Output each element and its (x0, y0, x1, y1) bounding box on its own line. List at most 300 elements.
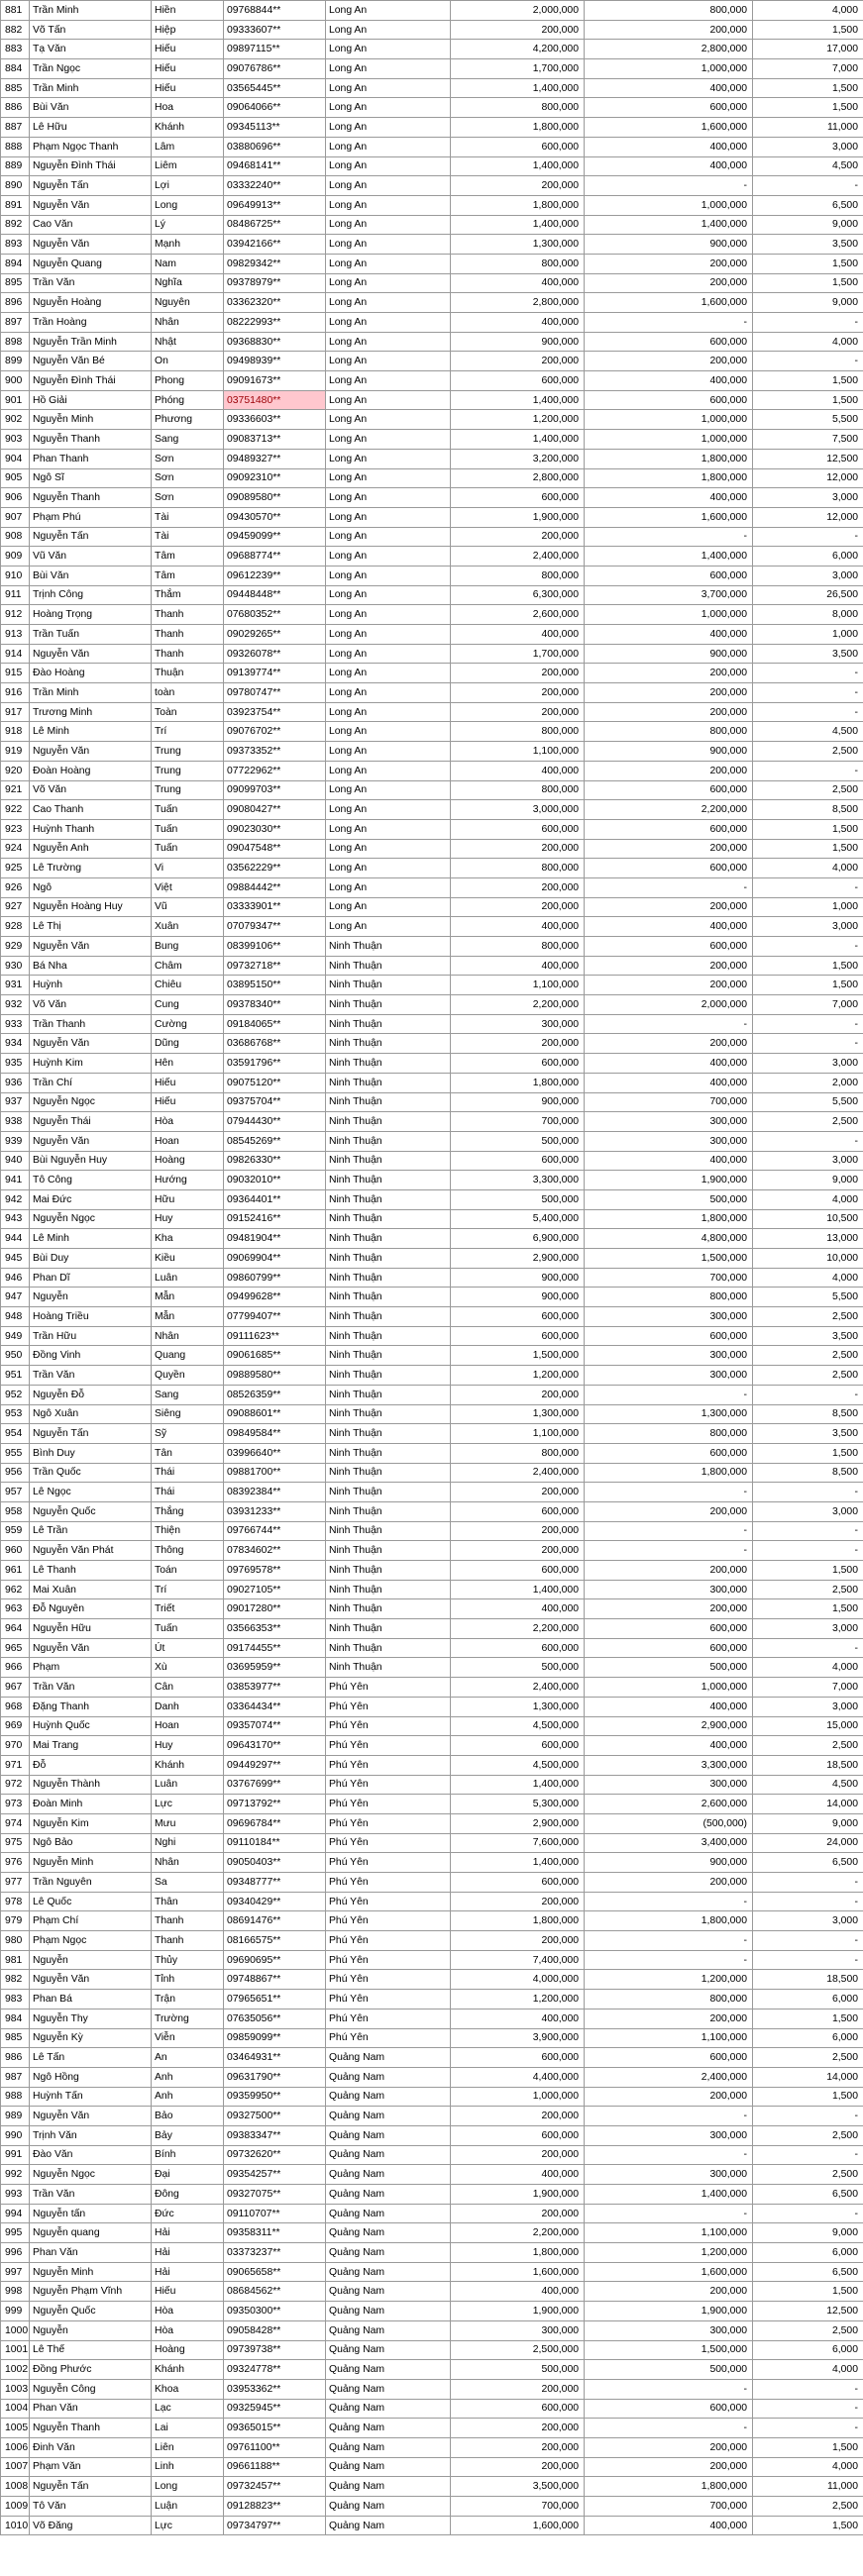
row-number-cell: 992 (1, 2165, 30, 2185)
row-number-cell: 955 (1, 1443, 30, 1463)
last-middle-name-cell: Trịnh Công (30, 585, 152, 605)
first-name-cell: Mạnh (152, 235, 224, 255)
phone-number-cell: 03767699** (224, 1775, 326, 1795)
row-number-cell: 931 (1, 976, 30, 995)
row-number-cell: 951 (1, 1366, 30, 1386)
phone-number-cell: 09152416** (224, 1209, 326, 1229)
phone-number-cell: 09612239** (224, 566, 326, 585)
amount-3-cell: 18,500 (753, 1970, 863, 1990)
amount-1-cell: 2,400,000 (451, 1678, 585, 1698)
amount-1-cell: 600,000 (451, 2399, 585, 2419)
first-name-cell: Kha (152, 1229, 224, 1249)
row-number-cell: 898 (1, 332, 30, 352)
amount-2-cell: 200,000 (585, 1501, 753, 1521)
amount-2-cell: 200,000 (585, 20, 753, 40)
phone-number-cell: 03853977** (224, 1678, 326, 1698)
province-cell: Ninh Thuận (326, 1561, 451, 1581)
phone-number-cell: 09110707** (224, 2204, 326, 2223)
phone-number-cell: 09354257** (224, 2165, 326, 2185)
province-cell: Long An (326, 59, 451, 79)
table-row (1, 2437, 863, 2457)
phone-number-cell: 09696784** (224, 1813, 326, 1833)
phone-number-cell: 09091673** (224, 371, 326, 391)
first-name-cell: Quyền (152, 1366, 224, 1386)
amount-2-cell: 1,600,000 (585, 118, 753, 138)
province-cell: Phú Yên (326, 1911, 451, 1931)
table-row (1, 2165, 863, 2185)
amount-1-cell: 600,000 (451, 819, 585, 839)
province-cell: Long An (326, 40, 451, 59)
first-name-cell: Luân (152, 1268, 224, 1288)
row-number-cell: 944 (1, 1229, 30, 1249)
first-name-cell: Hòa (152, 2320, 224, 2340)
amount-3-cell: 5,500 (753, 1092, 863, 1112)
row-number-cell: 929 (1, 937, 30, 957)
phone-number-cell: 09748867** (224, 1970, 326, 1990)
table-row (1, 2087, 863, 2107)
province-cell: Ninh Thuận (326, 1209, 451, 1229)
phone-number-cell: 09327075** (224, 2185, 326, 2205)
first-name-cell: Khánh (152, 118, 224, 138)
province-cell: Long An (326, 215, 451, 235)
table-row (1, 1288, 863, 1307)
amount-2-cell: 500,000 (585, 1189, 753, 1209)
last-middle-name-cell: Lê Trần (30, 1521, 152, 1541)
first-name-cell: Chiêu (152, 976, 224, 995)
amount-2-cell: 400,000 (585, 137, 753, 156)
table-row (1, 254, 863, 273)
row-number-cell: 973 (1, 1795, 30, 1814)
amount-2-cell: 500,000 (585, 2360, 753, 2380)
first-name-cell: Sỹ (152, 1424, 224, 1444)
row-number-cell: 927 (1, 897, 30, 917)
amount-2-cell: 1,600,000 (585, 293, 753, 313)
table-row (1, 410, 863, 430)
amount-3-cell: 1,500 (753, 2516, 863, 2535)
amount-3-cell: 3,000 (753, 566, 863, 585)
province-cell: Phú Yên (326, 1950, 451, 1970)
first-name-cell: Triết (152, 1599, 224, 1619)
amount-1-cell: 800,000 (451, 937, 585, 957)
table-row (1, 2223, 863, 2243)
phone-number-cell: 09780747** (224, 683, 326, 703)
amount-1-cell: 200,000 (451, 20, 585, 40)
amount-1-cell: 1,400,000 (451, 390, 585, 410)
row-number-cell: 941 (1, 1171, 30, 1190)
amount-3-cell: 26,500 (753, 585, 863, 605)
amount-1-cell: 3,000,000 (451, 800, 585, 820)
phone-number-cell: 09336603** (224, 410, 326, 430)
last-middle-name-cell: Phạm Phú (30, 507, 152, 527)
amount-2-cell: 900,000 (585, 235, 753, 255)
phone-number-cell: 09849584** (224, 1424, 326, 1444)
phone-number-cell: 09489327** (224, 449, 326, 468)
province-cell: Quảng Nam (326, 2437, 451, 2457)
amount-2-cell: 300,000 (585, 1131, 753, 1151)
amount-3-cell: 12,000 (753, 507, 863, 527)
amount-3-cell: - (753, 664, 863, 683)
first-name-cell: Viễn (152, 2028, 224, 2048)
province-cell: Long An (326, 78, 451, 98)
first-name-cell: Vi (152, 859, 224, 878)
first-name-cell: Thanh (152, 605, 224, 625)
last-middle-name-cell: Đồng Phước (30, 2360, 152, 2380)
last-middle-name-cell: Nguyễn Kỳ (30, 2028, 152, 2048)
amount-1-cell: 1,400,000 (451, 430, 585, 450)
table-row (1, 2379, 863, 2399)
amount-3-cell: 2,500 (753, 2165, 863, 2185)
amount-2-cell: 200,000 (585, 1873, 753, 1893)
phone-number-cell: 09357074** (224, 1716, 326, 1736)
amount-2-cell: 1,200,000 (585, 2243, 753, 2263)
amount-1-cell: 5,400,000 (451, 1209, 585, 1229)
phone-number-cell: 09184065** (224, 1014, 326, 1034)
table-row (1, 332, 863, 352)
amount-1-cell: 1,800,000 (451, 195, 585, 215)
table-row (1, 2282, 863, 2302)
row-number-cell: 913 (1, 625, 30, 645)
first-name-cell: Sơn (152, 468, 224, 488)
last-middle-name-cell: Tô Công (30, 1171, 152, 1190)
province-cell: Long An (326, 254, 451, 273)
row-number-cell: 958 (1, 1501, 30, 1521)
row-number-cell: 977 (1, 1873, 30, 1893)
amount-3-cell: 6,000 (753, 547, 863, 567)
amount-2-cell: 1,000,000 (585, 430, 753, 450)
row-number-cell: 924 (1, 839, 30, 859)
phone-number-cell: 09076702** (224, 722, 326, 742)
amount-1-cell: 200,000 (451, 1931, 585, 1951)
table-row (1, 1209, 863, 1229)
last-middle-name-cell: Lê Tấn (30, 2048, 152, 2068)
phone-number-cell: 09481904** (224, 1229, 326, 1249)
first-name-cell: Trung (152, 742, 224, 762)
amount-1-cell: 1,600,000 (451, 2262, 585, 2282)
first-name-cell: Linh (152, 2457, 224, 2477)
amount-3-cell: 1,000 (753, 897, 863, 917)
phone-number-cell: 09340429** (224, 1892, 326, 1911)
table-row (1, 644, 863, 664)
first-name-cell: Hoan (152, 1716, 224, 1736)
row-number-cell: 952 (1, 1385, 30, 1404)
province-cell: Ninh Thuận (326, 1307, 451, 1327)
province-cell: Quảng Nam (326, 2516, 451, 2535)
province-cell: Ninh Thuận (326, 1092, 451, 1112)
first-name-cell: Tuấn (152, 800, 224, 820)
amount-3-cell: 4,500 (753, 156, 863, 176)
last-middle-name-cell: Ngô Sĩ (30, 468, 152, 488)
amount-1-cell: 200,000 (451, 176, 585, 196)
amount-2-cell: 1,400,000 (585, 547, 753, 567)
amount-2-cell: 400,000 (585, 625, 753, 645)
phone-number-cell: 03695959** (224, 1658, 326, 1678)
first-name-cell: Hải (152, 2223, 224, 2243)
amount-1-cell: 1,400,000 (451, 78, 585, 98)
amount-3-cell: 11,000 (753, 118, 863, 138)
province-cell: Long An (326, 430, 451, 450)
province-cell: Ninh Thuận (326, 1268, 451, 1288)
phone-number-cell: 09373352** (224, 742, 326, 762)
amount-1-cell: 1,200,000 (451, 1366, 585, 1386)
province-cell: Ninh Thuận (326, 1385, 451, 1404)
amount-1-cell: 2,400,000 (451, 547, 585, 567)
row-number-cell: 940 (1, 1151, 30, 1171)
amount-3-cell: - (753, 1034, 863, 1054)
amount-1-cell: 500,000 (451, 1131, 585, 1151)
row-number-cell: 988 (1, 2087, 30, 2107)
table-row (1, 1775, 863, 1795)
phone-number-cell: 03373237** (224, 2243, 326, 2263)
phone-number-cell: 09174455** (224, 1638, 326, 1658)
amount-1-cell: 200,000 (451, 2204, 585, 2223)
amount-2-cell: 900,000 (585, 644, 753, 664)
row-number-cell: 923 (1, 819, 30, 839)
amount-2-cell: 1,800,000 (585, 2477, 753, 2497)
table-row (1, 352, 863, 371)
phone-number-cell: 09065658** (224, 2262, 326, 2282)
amount-3-cell: 1,500 (753, 390, 863, 410)
amount-1-cell: 1,300,000 (451, 1404, 585, 1424)
amount-2-cell: 4,800,000 (585, 1229, 753, 1249)
amount-3-cell: 6,000 (753, 2243, 863, 2263)
first-name-cell: Thanh (152, 644, 224, 664)
last-middle-name-cell: Huỳnh Quốc (30, 1716, 152, 1736)
first-name-cell: Xù (152, 1658, 224, 1678)
amount-2-cell: - (585, 1385, 753, 1404)
amount-3-cell: 8,500 (753, 1404, 863, 1424)
province-cell: Quảng Nam (326, 2223, 451, 2243)
table-row (1, 1619, 863, 1639)
table-row (1, 293, 863, 313)
row-number-cell: 921 (1, 780, 30, 800)
province-cell: Quảng Nam (326, 2145, 451, 2165)
table-row (1, 2145, 863, 2165)
amount-1-cell: 4,400,000 (451, 2067, 585, 2087)
last-middle-name-cell: Trần Văn (30, 1366, 152, 1386)
province-cell: Phú Yên (326, 1873, 451, 1893)
phone-number-cell: 09897115** (224, 40, 326, 59)
last-middle-name-cell: Trần Tuấn (30, 625, 152, 645)
province-cell: Ninh Thuận (326, 1404, 451, 1424)
province-cell: Long An (326, 664, 451, 683)
first-name-cell: Thông (152, 1541, 224, 1561)
first-name-cell: Trường (152, 2009, 224, 2028)
amount-1-cell: 400,000 (451, 761, 585, 780)
last-middle-name-cell: Hoàng Trọng (30, 605, 152, 625)
table-row (1, 1736, 863, 1756)
province-cell: Long An (326, 156, 451, 176)
row-number-cell: 882 (1, 20, 30, 40)
amount-1-cell: 1,700,000 (451, 644, 585, 664)
last-middle-name-cell: Nguyễn (30, 1950, 152, 1970)
province-cell: Ninh Thuận (326, 1366, 451, 1386)
row-number-cell: 954 (1, 1424, 30, 1444)
phone-number-cell: 07944430** (224, 1112, 326, 1132)
first-name-cell: Nhân (152, 1853, 224, 1873)
phone-number-cell: 09449297** (224, 1755, 326, 1775)
table-row (1, 215, 863, 235)
table-row (1, 1092, 863, 1112)
last-middle-name-cell: Cao Văn (30, 215, 152, 235)
table-row (1, 1229, 863, 1249)
amount-1-cell: 7,600,000 (451, 1833, 585, 1853)
amount-1-cell: 200,000 (451, 2145, 585, 2165)
table-row (1, 1580, 863, 1599)
last-middle-name-cell: Nguyễn tấn (30, 2204, 152, 2223)
first-name-cell: Hoan (152, 1131, 224, 1151)
table-row (1, 430, 863, 450)
amount-1-cell: 4,200,000 (451, 40, 585, 59)
phone-number-cell: 09325945** (224, 2399, 326, 2419)
province-cell: Phú Yên (326, 1736, 451, 1756)
province-cell: Ninh Thuận (326, 1599, 451, 1619)
row-number-cell: 997 (1, 2262, 30, 2282)
province-cell: Phú Yên (326, 1678, 451, 1698)
province-cell: Long An (326, 176, 451, 196)
amount-2-cell: 700,000 (585, 1268, 753, 1288)
province-cell: Phú Yên (326, 1716, 451, 1736)
table-row (1, 2516, 863, 2535)
amount-2-cell: 200,000 (585, 352, 753, 371)
first-name-cell: Long (152, 195, 224, 215)
amount-2-cell: - (585, 176, 753, 196)
row-number-cell: 981 (1, 1950, 30, 1970)
amount-1-cell: 1,500,000 (451, 1346, 585, 1366)
first-name-cell: Tân (152, 1443, 224, 1463)
amount-1-cell: 500,000 (451, 1189, 585, 1209)
table-row (1, 859, 863, 878)
amount-1-cell: 1,900,000 (451, 2185, 585, 2205)
row-number-cell: 920 (1, 761, 30, 780)
row-number-cell: 1006 (1, 2437, 30, 2457)
phone-number-cell: 09734797** (224, 2516, 326, 2535)
amount-1-cell: 600,000 (451, 137, 585, 156)
last-middle-name-cell: Phan Dĩ (30, 1268, 152, 1288)
phone-number-cell: 08392384** (224, 1483, 326, 1502)
first-name-cell: Tâm (152, 547, 224, 567)
amount-2-cell: 200,000 (585, 956, 753, 976)
province-cell: Long An (326, 371, 451, 391)
phone-number-cell: 09368830** (224, 332, 326, 352)
amount-3-cell: 3,000 (753, 1619, 863, 1639)
first-name-cell: Hiền (152, 1, 224, 21)
row-number-cell: 994 (1, 2204, 30, 2223)
amount-3-cell: 10,500 (753, 1209, 863, 1229)
row-number-cell: 987 (1, 2067, 30, 2087)
last-middle-name-cell: Nguyễn Trần Minh (30, 332, 152, 352)
table-row (1, 1034, 863, 1054)
amount-2-cell: 400,000 (585, 917, 753, 937)
amount-3-cell: 9,000 (753, 215, 863, 235)
amount-1-cell: 1,200,000 (451, 410, 585, 430)
table-row (1, 1970, 863, 1990)
table-row (1, 1131, 863, 1151)
phone-number-cell: 09358311** (224, 2223, 326, 2243)
row-number-cell: 908 (1, 527, 30, 547)
row-number-cell: 932 (1, 995, 30, 1015)
first-name-cell: Thái (152, 1463, 224, 1483)
first-name-cell: Sơn (152, 488, 224, 508)
row-number-cell: 946 (1, 1268, 30, 1288)
amount-3-cell: 4,000 (753, 2457, 863, 2477)
first-name-cell: Anh (152, 2087, 224, 2107)
first-name-cell: Phương (152, 410, 224, 430)
amount-1-cell: 2,800,000 (451, 293, 585, 313)
amount-2-cell: 500,000 (585, 1658, 753, 1678)
amount-3-cell: - (753, 702, 863, 722)
row-number-cell: 893 (1, 235, 30, 255)
row-number-cell: 937 (1, 1092, 30, 1112)
amount-3-cell: 1,500 (753, 2437, 863, 2457)
first-name-cell: Siêng (152, 1404, 224, 1424)
amount-2-cell: 200,000 (585, 702, 753, 722)
amount-2-cell: - (585, 1950, 753, 1970)
phone-number-cell: 09088601** (224, 1404, 326, 1424)
phone-number-cell: 09069904** (224, 1249, 326, 1269)
amount-3-cell: - (753, 2379, 863, 2399)
row-number-cell: 983 (1, 1990, 30, 2009)
amount-3-cell: - (753, 1541, 863, 1561)
amount-3-cell: 2,500 (753, 2497, 863, 2517)
amount-3-cell: - (753, 1131, 863, 1151)
province-cell: Long An (326, 839, 451, 859)
amount-1-cell: 200,000 (451, 702, 585, 722)
amount-2-cell: 800,000 (585, 1424, 753, 1444)
amount-1-cell: 1,100,000 (451, 976, 585, 995)
row-number-cell: 972 (1, 1775, 30, 1795)
amount-1-cell: 200,000 (451, 1892, 585, 1911)
province-cell: Ninh Thuận (326, 1483, 451, 1502)
province-cell: Phú Yên (326, 1853, 451, 1873)
amount-3-cell: 3,500 (753, 1326, 863, 1346)
province-cell: Long An (326, 410, 451, 430)
first-name-cell: Sơn (152, 449, 224, 468)
province-cell: Ninh Thuận (326, 1189, 451, 1209)
province-cell: Long An (326, 468, 451, 488)
amount-3-cell: - (753, 1385, 863, 1404)
row-number-cell: 956 (1, 1463, 30, 1483)
first-name-cell: Việt (152, 877, 224, 897)
row-number-cell: 1003 (1, 2379, 30, 2399)
first-name-cell: Trung (152, 780, 224, 800)
amount-1-cell: 1,100,000 (451, 1424, 585, 1444)
last-middle-name-cell: Mai Đức (30, 1189, 152, 1209)
table-row (1, 1697, 863, 1716)
province-cell: Long An (326, 800, 451, 820)
province-cell: Long An (326, 702, 451, 722)
province-cell: Quảng Nam (326, 2107, 451, 2126)
first-name-cell: Mẫn (152, 1307, 224, 1327)
phone-number-cell: 09061685** (224, 1346, 326, 1366)
table-row (1, 897, 863, 917)
province-cell: Long An (326, 488, 451, 508)
amount-3-cell: 2,500 (753, 2320, 863, 2340)
phone-number-cell: 08684562** (224, 2282, 326, 2302)
amount-3-cell: 4,500 (753, 722, 863, 742)
row-number-cell: 892 (1, 215, 30, 235)
amount-2-cell: 1,400,000 (585, 2185, 753, 2205)
amount-3-cell: 4,000 (753, 1658, 863, 1678)
last-middle-name-cell: Vũ Văn (30, 547, 152, 567)
province-cell: Long An (326, 195, 451, 215)
table-row (1, 1599, 863, 1619)
amount-3-cell: 6,500 (753, 2262, 863, 2282)
last-middle-name-cell: Nguyễn Văn (30, 1131, 152, 1151)
amount-1-cell: 200,000 (451, 897, 585, 917)
phone-number-cell: 03942166** (224, 235, 326, 255)
table-row (1, 137, 863, 156)
amount-2-cell: 200,000 (585, 2087, 753, 2107)
